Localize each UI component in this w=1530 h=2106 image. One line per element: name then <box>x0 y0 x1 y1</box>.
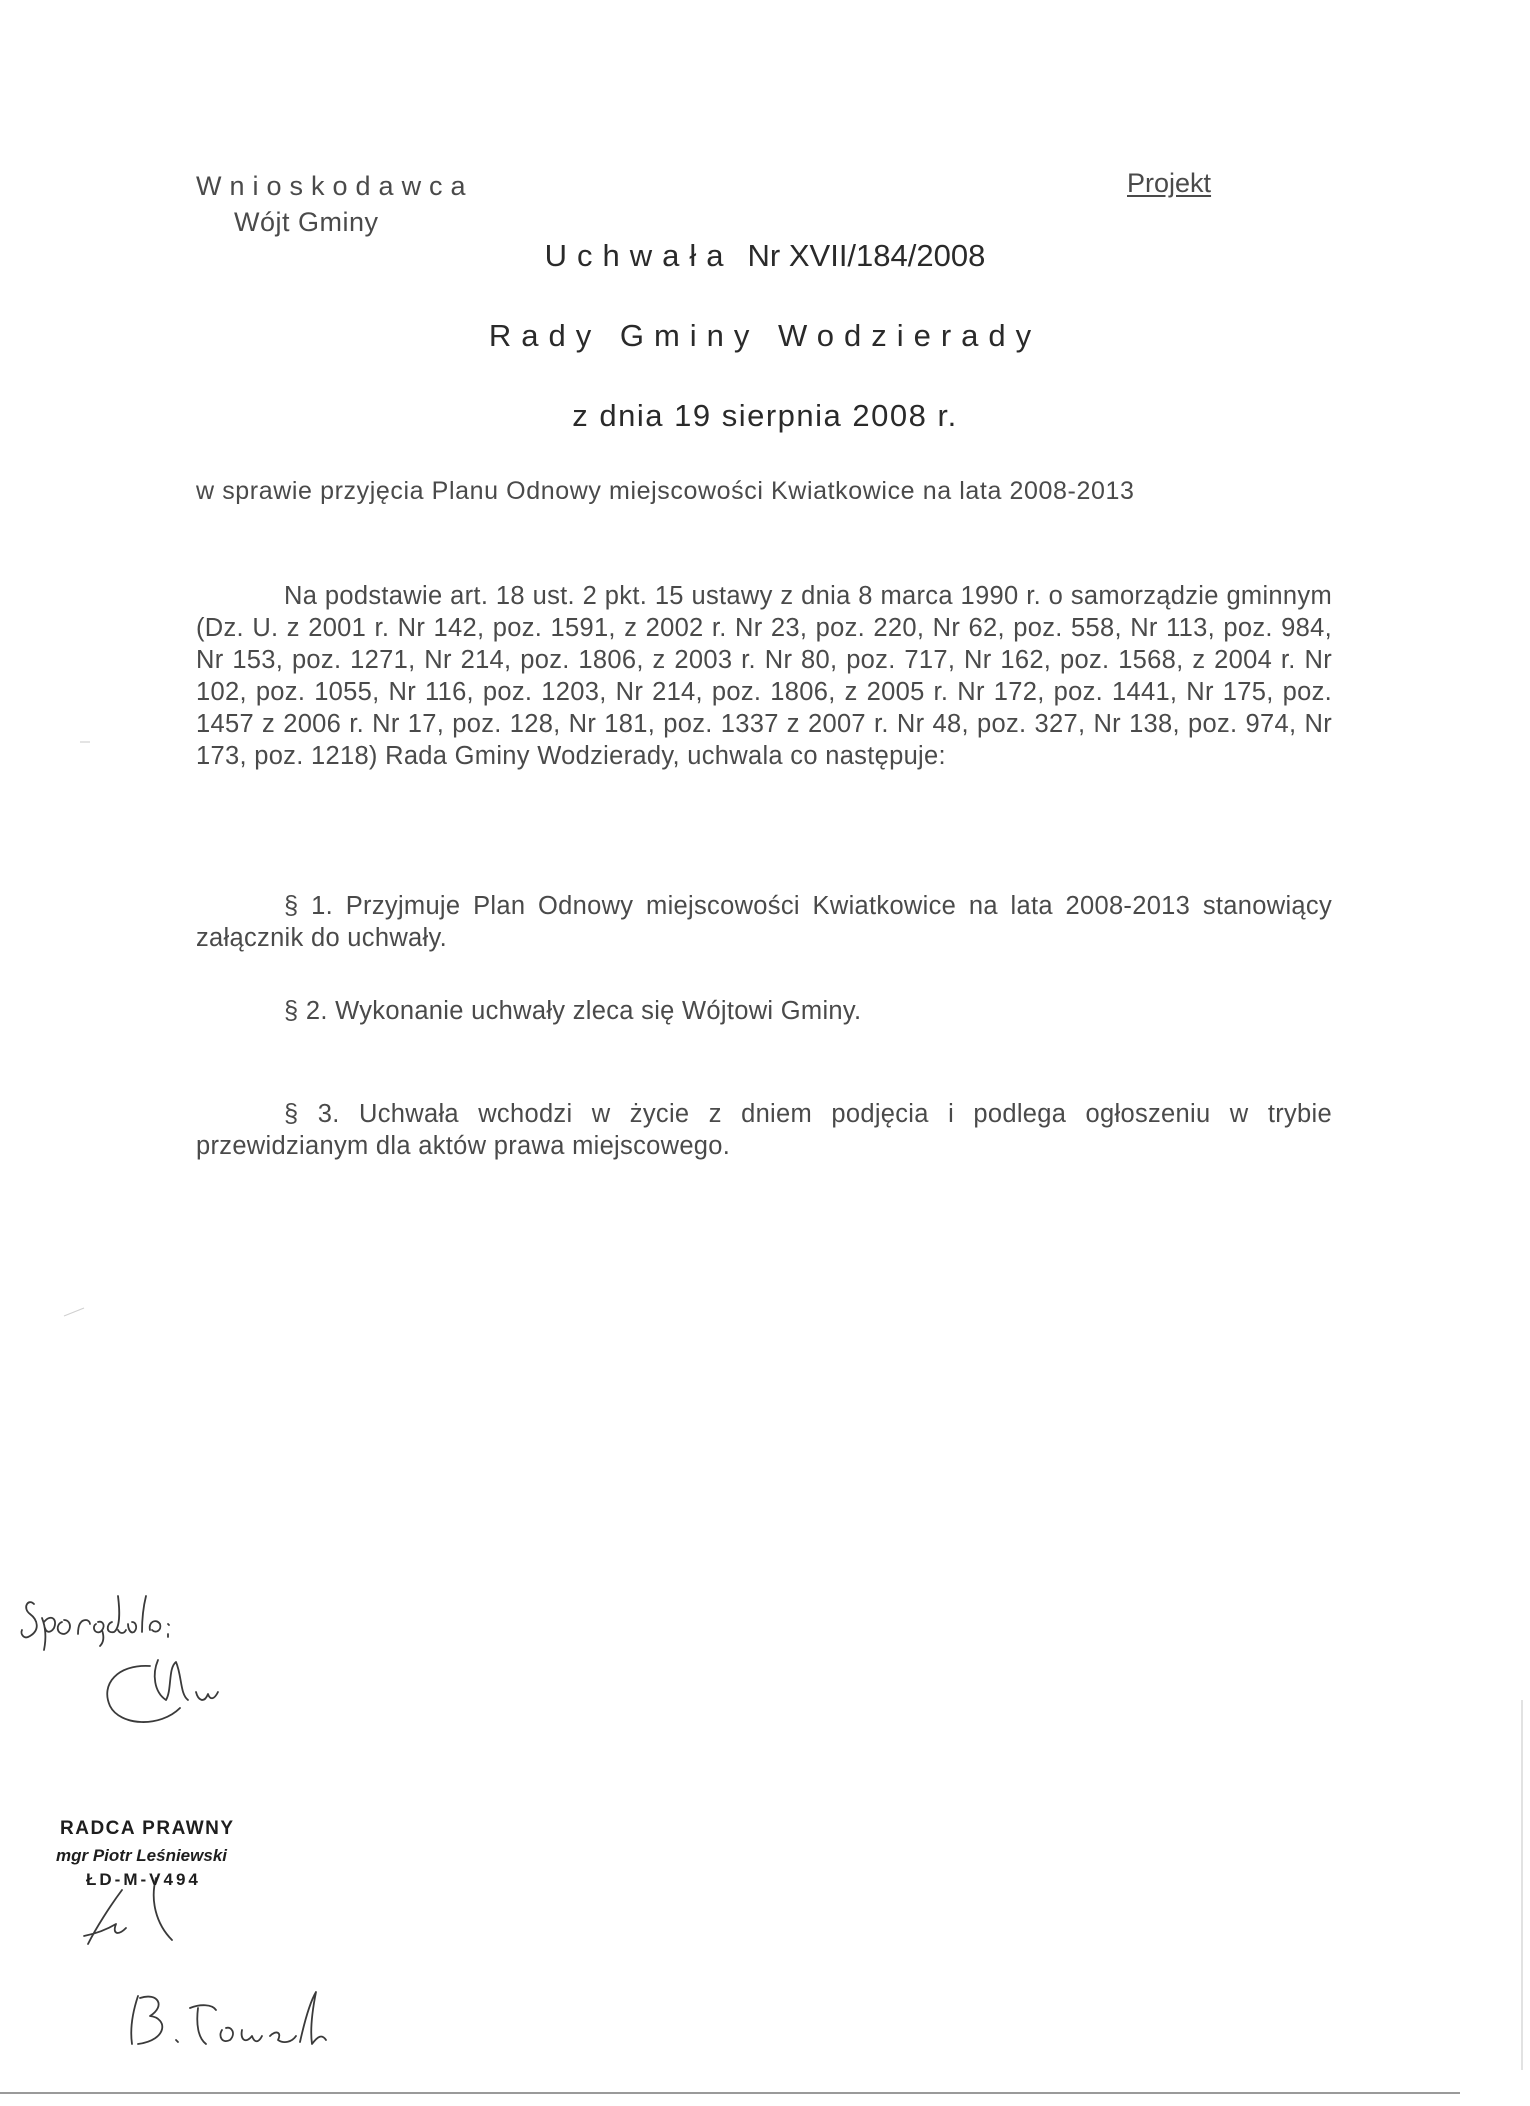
section-1: § 1. Przyjmuje Plan Odnowy miejscowości Kwiatkowice na lata 2008-2013 stanowiący załącznik do uchwały. <box>196 892 1332 952</box>
resolution-number: Nr XVII/184/2008 <box>747 238 986 273</box>
stamp-name: mgr Piotr Leśniewski <box>56 1846 227 1865</box>
bottom-edge-line <box>0 2092 1460 2094</box>
legal-basis-paragraph: Na podstawie art. 18 ust. 2 pkt. 15 ustawy z dnia 8 marca 1990 r. o samorządzie gminnym (Dz. U. z 2001 r. Nr 142, poz. 1591, z 2002 r. Nr 23, poz. 220, Nr 62, poz. 558, Nr 113, poz. 984, Nr 153, poz. 1271, Nr 214, poz. 1806, z 2003 r. Nr 80, poz. 717, Nr 162, poz. 1568, z 2004 r. Nr 102, poz. 1055, Nr 116, poz. 1203, Nr 214, poz. 1806, z 2005 r. Nr 172, poz. 1441, Nr 175, poz. 1457 z 2006 r. Nr 17, poz. 128, Nr 181, poz. 1337 z 2007 r. Nr 48, poz. 327, Nr 138, poz. 974, Nr 173, poz. 1218) Rada Gminy Wodzierady, uchwala co następuje: <box>196 582 1332 770</box>
section-2: § 2. Wykonanie uchwały zleca się Wójtowi Gminy. <box>284 997 862 1025</box>
applicant-block <box>196 168 474 240</box>
section-3: § 3. Uchwała wchodzi w życie z dniem podjęcia i podlega ogłoszeniu w trybie przewidzianym dla aktów prawa miejscowego. <box>196 1100 1332 1160</box>
resolution-date: z dnia 19 sierpnia 2008 r. <box>572 398 958 433</box>
stamp-title: RADCA PRAWNY <box>60 1818 235 1839</box>
handwritten-note <box>21 1596 169 1650</box>
resolution-subject: w sprawie przyjęcia Planu Odnowy miejscowości Kwiatkowice na lata 2008-2013 <box>196 477 1135 505</box>
resolution-title <box>0 238 1530 274</box>
council-name: Rady Gminy Wodzierady <box>488 318 1042 353</box>
stamp-license: ŁD-M-V494 <box>86 1870 201 1889</box>
legal-counsel-stamp <box>56 1818 286 1890</box>
resolution-word: Uchwała <box>544 238 734 273</box>
applicant-label: Wnioskodawca <box>196 171 474 201</box>
signature-1 <box>107 1660 218 1722</box>
draft-label: Projekt <box>1127 168 1212 198</box>
applicant-name: Wójt Gminy <box>234 207 379 237</box>
signature-3 <box>131 1992 326 2044</box>
